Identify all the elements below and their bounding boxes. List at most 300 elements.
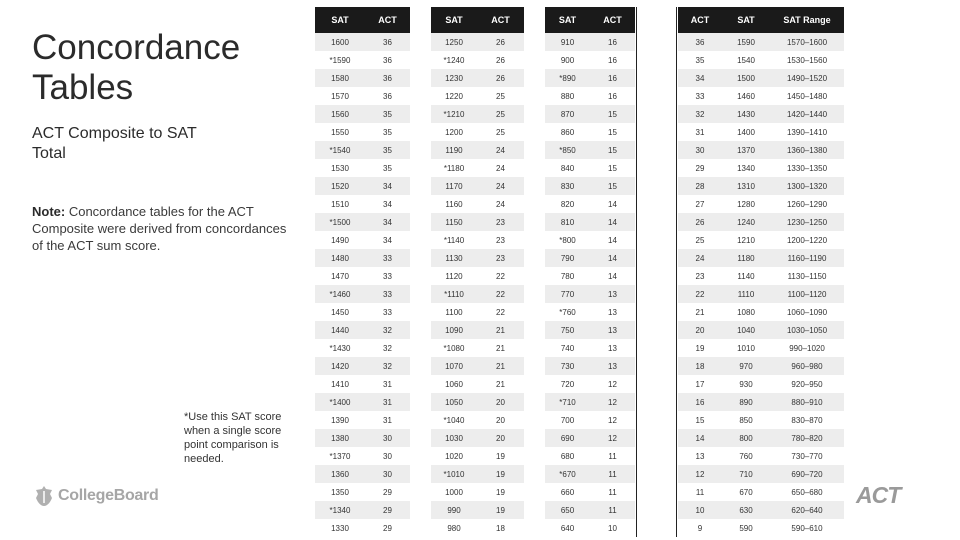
table-cell: 1420 [315,357,365,375]
table-cell: 1330 [315,519,365,537]
note-text: Concordance tables for the ACT Composite were derived from concordances of the ACT sum score. [32,204,287,253]
table-cell: 25 [477,123,524,141]
table-row [545,87,635,105]
table-cell: 730–770 [770,447,844,465]
table-row [315,33,410,51]
table-row [315,87,410,105]
table-row [545,483,635,501]
table-cell: *800 [545,231,590,249]
table-cell: 24 [477,159,524,177]
table-cell: 1060 [431,375,477,393]
table-row [545,303,635,321]
table-cell: 32 [365,339,410,357]
table-row [545,213,635,231]
table-cell: 20 [678,321,722,339]
table-row [315,141,410,159]
table-cell: 13 [590,357,635,375]
table-cell: 14 [590,267,635,285]
table-row [545,519,635,537]
table-row [545,501,635,519]
table-cell: 1350 [315,483,365,501]
table-row [678,141,844,159]
table-row [431,213,524,231]
table-cell: 1120 [431,267,477,285]
table-cell: 16 [590,87,635,105]
table-row [315,267,410,285]
table-cell: 29 [365,519,410,537]
table-cell: 12 [590,429,635,447]
table-cell: 1100–1120 [770,285,844,303]
table-cell: *1540 [315,141,365,159]
sat-act-table-2 [431,7,524,537]
table-cell: 30 [365,447,410,465]
table-cell: 14 [590,195,635,213]
table-cell: 1190 [431,141,477,159]
table-cell: *710 [545,393,590,411]
table-cell: 18 [678,357,722,375]
table-cell: 35 [365,123,410,141]
table-cell: 1360 [315,465,365,483]
table-row [678,195,844,213]
table-cell: 1180 [722,249,770,267]
table-cell: 15 [678,411,722,429]
table-cell: 36 [365,87,410,105]
table-cell: *670 [545,465,590,483]
table-row [431,321,524,339]
table-row [545,33,635,51]
table-cell: 690–720 [770,465,844,483]
table-cell: 34 [365,231,410,249]
table-row [315,213,410,231]
table-cell: 1380 [315,429,365,447]
table-cell: 1590 [722,33,770,51]
header-sat: SAT [315,7,365,33]
table-cell: 15 [590,177,635,195]
table-cell: 750 [545,321,590,339]
table-cell: 35 [365,105,410,123]
table-cell: 26 [477,33,524,51]
table-cell: 1310 [722,177,770,195]
table-cell: 710 [722,465,770,483]
table-cell: 14 [678,429,722,447]
table-cell: 620–640 [770,501,844,519]
table-cell: 650–680 [770,483,844,501]
table-cell: 23 [477,249,524,267]
table-cell: 32 [365,321,410,339]
table-cell: 32 [365,357,410,375]
table-row [315,447,410,465]
table-cell: 11 [590,483,635,501]
table-row [545,339,635,357]
table-cell: 12 [678,465,722,483]
table-row [431,159,524,177]
header-act: ACT [365,7,410,33]
table-cell: 1440 [315,321,365,339]
table-cell: 1500 [722,69,770,87]
table-cell: 22 [477,285,524,303]
title-line-2: Tables [32,68,134,107]
table-cell: 20 [477,393,524,411]
table-cell: 23 [678,267,722,285]
note-label: Note: [32,204,66,219]
table-cell: 1510 [315,195,365,213]
table-row [315,321,410,339]
table-row [315,123,410,141]
table-row [431,105,524,123]
table-cell: 840 [545,159,590,177]
table-cell: 36 [678,33,722,51]
table-row [315,105,410,123]
table-cell: 18 [477,519,524,537]
table-cell: 870 [545,105,590,123]
table-row [678,357,844,375]
table-cell: 1230–1250 [770,213,844,231]
table-cell: 11 [590,465,635,483]
table-cell: 1010 [722,339,770,357]
table-cell: 22 [477,303,524,321]
table-row [315,51,410,69]
table-cell: 760 [722,447,770,465]
table-cell: 16 [590,69,635,87]
table-cell: 12 [590,393,635,411]
table-cell: 770 [545,285,590,303]
table-cell: 20 [477,429,524,447]
table-row [545,69,635,87]
table-cell: 1160 [431,195,477,213]
slide-subtitle [32,124,292,164]
table-cell: 35 [365,141,410,159]
subtitle-line-2: Total [32,145,66,162]
table-cell: 34 [678,69,722,87]
table-cell: 13 [590,321,635,339]
table-cell: 22 [477,267,524,285]
table-cell: 15 [590,159,635,177]
table-cell: 1100 [431,303,477,321]
table-row [315,177,410,195]
table-cell: 1340 [722,159,770,177]
table-cell: 1200 [431,123,477,141]
table-cell: 11 [590,447,635,465]
table-cell: 19 [477,447,524,465]
table-row [678,411,844,429]
table-cell: 960–980 [770,357,844,375]
table-cell: 830 [545,177,590,195]
table-cell: 25 [477,87,524,105]
table-cell: 33 [365,303,410,321]
table-row [315,69,410,87]
table-cell: 980 [431,519,477,537]
table-cell: 1240 [722,213,770,231]
table-row [545,465,635,483]
table-cell: *1040 [431,411,477,429]
table-cell: 1390 [315,411,365,429]
table-cell: 1030–1050 [770,321,844,339]
table-row [678,519,844,537]
note-paragraph [32,203,287,254]
slide-title [32,28,302,108]
table-row [431,501,524,519]
table-row [431,141,524,159]
table-cell: 12 [590,411,635,429]
table-cell: 1160–1190 [770,249,844,267]
header-act: ACT [590,7,635,33]
table-row [545,393,635,411]
table-cell: 1450–1480 [770,87,844,105]
table-cell: 630 [722,501,770,519]
table-cell: 740 [545,339,590,357]
table-cell: 660 [545,483,590,501]
table-cell: 13 [678,447,722,465]
table-row [431,195,524,213]
table-cell: 15 [590,123,635,141]
sat-act-table-2-body [431,33,524,537]
table-cell: 720 [545,375,590,393]
table-cell: 24 [678,249,722,267]
header-sat: SAT [722,7,770,33]
table-cell: 1370 [722,141,770,159]
table-cell: 690 [545,429,590,447]
table-row [678,123,844,141]
table-cell: 16 [590,51,635,69]
table-cell: 21 [477,357,524,375]
table-cell: 990 [431,501,477,519]
table-cell: 35 [365,159,410,177]
table-row [545,321,635,339]
act-logo: ACT [856,482,901,508]
table-cell: *1370 [315,447,365,465]
table-cell: 890 [722,393,770,411]
table-cell: *1590 [315,51,365,69]
table-cell: 19 [678,339,722,357]
table-cell: 1530–1560 [770,51,844,69]
table-row [431,429,524,447]
table-row [545,267,635,285]
table-row [431,69,524,87]
table-cell: 1410 [315,375,365,393]
table-row [545,177,635,195]
table-cell: 1050 [431,393,477,411]
table-cell: 34 [365,195,410,213]
table-cell: 15 [590,141,635,159]
asterisk-footnote: *Use this SAT score when a single score point comparison is needed. [184,411,282,465]
table-cell: 23 [477,213,524,231]
table-cell: 35 [678,51,722,69]
table-cell: 29 [365,483,410,501]
table-cell: 1020 [431,447,477,465]
table-cell: 26 [477,69,524,87]
table-cell: 1030 [431,429,477,447]
table-row [431,339,524,357]
table-cell: 21 [477,321,524,339]
table-cell: 640 [545,519,590,537]
table-cell: 1200–1220 [770,231,844,249]
table-cell: 830–870 [770,411,844,429]
table-cell: 30 [365,429,410,447]
table-row [678,465,844,483]
table-row [431,285,524,303]
table-cell: 25 [477,105,524,123]
table-cell: 1580 [315,69,365,87]
table-cell: 1150 [431,213,477,231]
table-cell: 17 [678,375,722,393]
table-row [678,177,844,195]
table-cell: 29 [365,501,410,519]
table-cell: *1340 [315,501,365,519]
table-row [545,447,635,465]
table-cell: 900 [545,51,590,69]
table-cell: 26 [678,213,722,231]
table-cell: 1130 [431,249,477,267]
table-row [315,339,410,357]
table-row [431,483,524,501]
table-cell: 780 [545,267,590,285]
table-row [678,69,844,87]
table-row [315,231,410,249]
table-row [678,447,844,465]
table-row [545,159,635,177]
table-cell: 880 [545,87,590,105]
college-board-wordmark: CollegeBoard [58,487,159,504]
table-cell: 1550 [315,123,365,141]
table-divider [636,7,637,537]
table-cell: 1520 [315,177,365,195]
table-row [431,231,524,249]
table-cell: 33 [365,285,410,303]
table-row [315,357,410,375]
table-cell: 590–610 [770,519,844,537]
table-row [431,375,524,393]
table-cell: *1010 [431,465,477,483]
table-cell: 34 [365,177,410,195]
table-cell: 24 [477,141,524,159]
table-cell: 34 [365,213,410,231]
table-cell: *1240 [431,51,477,69]
table-row [545,105,635,123]
table-cell: 1390–1410 [770,123,844,141]
table-row [545,195,635,213]
table-cell: 1450 [315,303,365,321]
table-cell: 1140 [722,267,770,285]
table-cell: 21 [477,339,524,357]
table-cell: 1570 [315,87,365,105]
table-cell: 850 [722,411,770,429]
table-row [431,267,524,285]
table-row [315,249,410,267]
table-cell: 1420–1440 [770,105,844,123]
table-row [678,249,844,267]
table-cell: 1110 [722,285,770,303]
table-cell: 25 [678,231,722,249]
table-cell: 9 [678,519,722,537]
table-cell: 10 [678,501,722,519]
table-cell: *760 [545,303,590,321]
table-row [678,375,844,393]
table-cell: 31 [365,393,410,411]
table-row [315,393,410,411]
table-cell: *1500 [315,213,365,231]
table-cell: 1480 [315,249,365,267]
table-row [678,285,844,303]
table-row [678,429,844,447]
table-cell: 1560 [315,105,365,123]
table-cell: 670 [722,483,770,501]
header-act: ACT [678,7,722,33]
table-row [431,357,524,375]
header-sat: SAT [545,7,590,33]
table-cell: 920–950 [770,375,844,393]
table-cell: *1460 [315,285,365,303]
table-cell: *1430 [315,339,365,357]
table-cell: 29 [678,159,722,177]
table-row [545,141,635,159]
table-cell: 33 [365,267,410,285]
table-row [678,159,844,177]
table-cell: 19 [477,465,524,483]
table-cell: 21 [678,303,722,321]
table-cell: 990–1020 [770,339,844,357]
table-cell: 33 [678,87,722,105]
table-cell: 20 [477,411,524,429]
table-cell: 680 [545,447,590,465]
table-row [545,357,635,375]
table-row [545,411,635,429]
table-cell: 19 [477,501,524,519]
table-cell: 1090 [431,321,477,339]
table-cell: 930 [722,375,770,393]
table-row [315,501,410,519]
table-row [315,303,410,321]
table-cell: 1210 [722,231,770,249]
table-cell: 23 [477,231,524,249]
table-cell: 1250 [431,33,477,51]
sat-act-table-3-body [545,33,635,537]
sat-act-table-3 [545,7,635,537]
table-cell: 1130–1150 [770,267,844,285]
table-cell: 1330–1350 [770,159,844,177]
header-sat: SAT [431,7,477,33]
table-cell: 22 [678,285,722,303]
table-row [678,51,844,69]
table-row [315,411,410,429]
table-cell: 1070 [431,357,477,375]
table-cell: 30 [365,465,410,483]
table-cell: 1360–1380 [770,141,844,159]
table-row [431,249,524,267]
table-cell: 1400 [722,123,770,141]
table-cell: 14 [590,249,635,267]
table-cell: 800 [722,429,770,447]
college-board-logo [34,484,158,508]
table-cell: 1470 [315,267,365,285]
table-cell: 21 [477,375,524,393]
table-cell: 32 [678,105,722,123]
table-row [545,375,635,393]
table-cell: 30 [678,141,722,159]
table-cell: 1490–1520 [770,69,844,87]
table-cell: 24 [477,177,524,195]
table-cell: 26 [477,51,524,69]
table-cell: 13 [590,285,635,303]
table-cell: 14 [590,231,635,249]
table-cell: 590 [722,519,770,537]
table-cell: 1430 [722,105,770,123]
table-row [431,177,524,195]
table-cell: 15 [590,105,635,123]
table-cell: 880–910 [770,393,844,411]
acorn-icon [34,485,54,507]
table-cell: 13 [590,303,635,321]
table-cell: 36 [365,33,410,51]
